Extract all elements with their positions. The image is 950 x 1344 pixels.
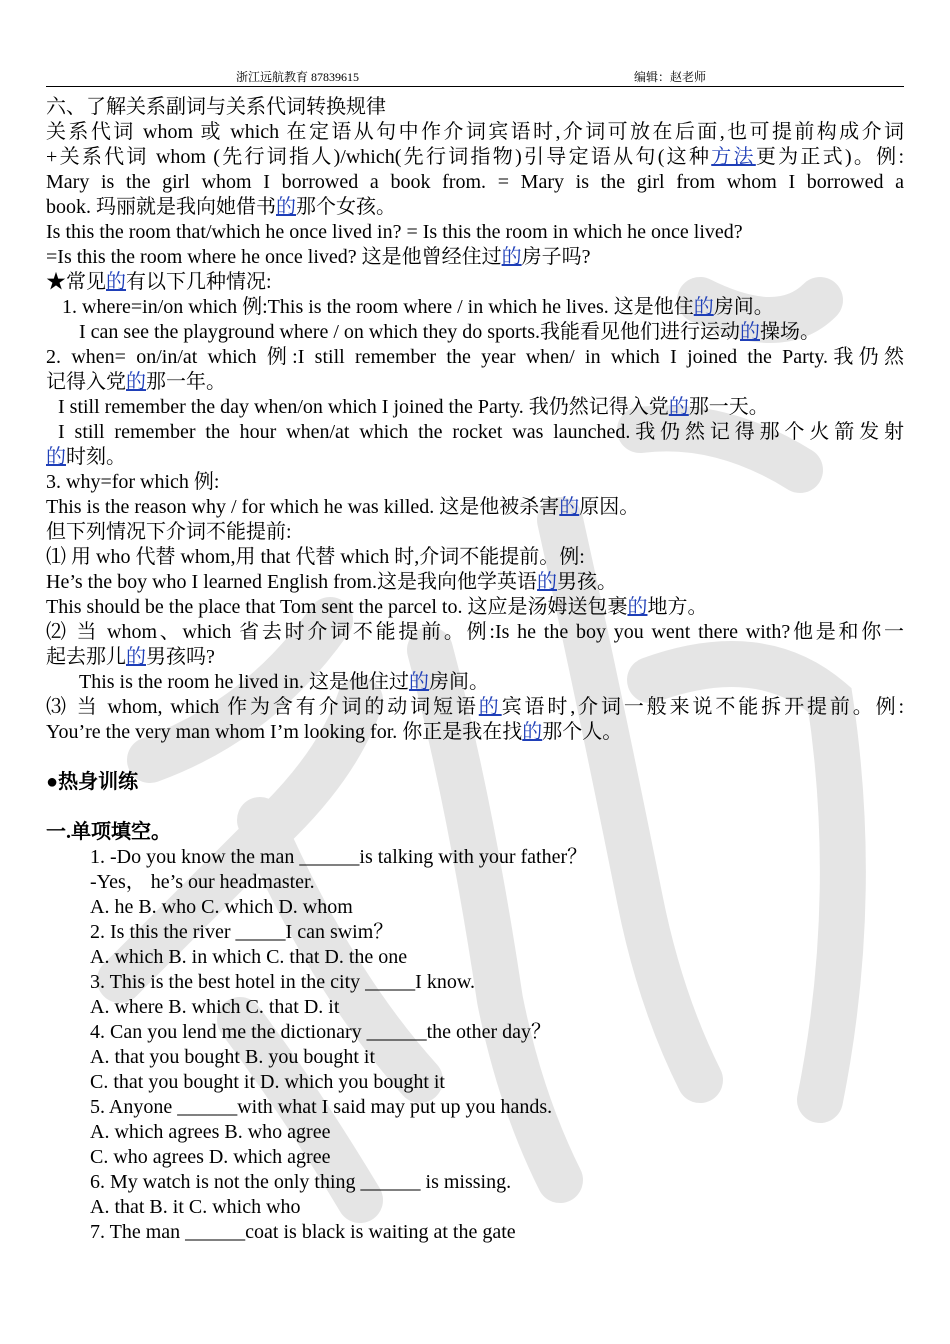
text-line	[46, 845, 904, 870]
text-line	[46, 920, 904, 945]
text-line	[46, 970, 904, 995]
text-run: book. 玛丽就是我向她借书	[46, 196, 276, 218]
hyperlink[interactable]: 方法	[711, 146, 756, 168]
text-line	[46, 645, 904, 670]
text-run: 1. where=in/on which 例:This is the room where / in which he lives. 这是他住	[62, 296, 694, 318]
text-line	[46, 1070, 904, 1095]
text-run: Mary is the girl whom I borrowed a book from. = Mary is the girl from whom I borrowed a	[46, 171, 904, 193]
text-run: This should be the place that Tom sent the parcel to. 这应是汤姆送包裹	[46, 596, 628, 618]
hyperlink[interactable]: 的	[276, 196, 296, 218]
text-run: 时刻。	[66, 446, 126, 468]
text-run: 男孩吗?	[146, 646, 215, 668]
text-line	[46, 445, 904, 470]
text-run: 那一天。	[688, 396, 769, 418]
text-run: 关系代词 whom 或 which 在定语从句中作介词宾语时,介词可放在后面,也可提前构成介词	[46, 121, 904, 143]
hyperlink[interactable]: 的	[522, 721, 543, 743]
text-line	[46, 470, 904, 495]
text-run: You’re the very man whom I’m looking for. 你正是我在找	[46, 721, 523, 743]
text-line	[46, 195, 904, 220]
text-line	[46, 370, 904, 395]
text-line	[46, 820, 904, 845]
text-run: A. he B. who C. which D. whom	[90, 896, 353, 918]
hyperlink[interactable]: 的	[740, 321, 760, 343]
text-line	[46, 1170, 904, 1195]
text-line	[46, 995, 904, 1020]
text-line	[46, 1120, 904, 1145]
hyperlink[interactable]: 的	[559, 496, 580, 518]
text-run: 但下列情况下介词不能提前:	[46, 521, 292, 543]
text-run: 房子吗?	[521, 246, 591, 268]
text-run: 男孩。	[557, 571, 618, 593]
document-body	[46, 95, 904, 1245]
text-run: 3. This is the best hotel in the city _____I know.	[90, 971, 475, 993]
text-line	[46, 520, 904, 545]
text-run: 起去那儿	[46, 646, 126, 668]
hyperlink[interactable]: 的	[46, 446, 66, 468]
text-run: I still remember the day when/on which I joined the Party. 我仍然记得入党	[58, 396, 669, 418]
hyperlink[interactable]: 的	[106, 271, 126, 293]
blank-line	[46, 745, 904, 770]
header-editor: 编辑：赵老师	[634, 70, 707, 84]
text-line	[46, 895, 904, 920]
text-line	[46, 620, 904, 645]
text-line	[46, 570, 904, 595]
hyperlink[interactable]: 的	[126, 646, 146, 668]
text-line	[46, 1095, 904, 1120]
text-line	[46, 95, 904, 120]
text-run: ⑵ 当 whom、which 省去时介词不能提前。例:Is he the boy you went there with?他是和你一	[46, 621, 904, 643]
text-run: 房间。	[713, 296, 774, 318]
hyperlink[interactable]: 的	[693, 296, 714, 318]
text-line	[46, 1145, 904, 1170]
text-run: =Is this the room where he once lived? 这是他曾经住过	[46, 246, 502, 268]
text-run: I can see the playground where / on which they do sports.我能看见他们进行运动	[79, 321, 740, 343]
text-run: ⑴ 用 who 代替 whom,用 that 代替 which 时,介词不能提前。例:	[46, 546, 585, 568]
text-run: 那个女孩。	[296, 196, 396, 218]
text-line	[46, 720, 904, 745]
text-line	[46, 670, 904, 695]
text-run: This is the room he lived in. 这是他住过	[79, 671, 409, 693]
text-run: 那一年。	[146, 371, 226, 393]
text-run: -Yes， he’s our headmaster.	[90, 871, 315, 893]
text-run: 1. -Do you know the man ______is talking with your father？	[90, 846, 588, 868]
text-run: 更为正式)。例:	[755, 146, 904, 168]
text-run: 7. The man ______coat is black is waiting at the gate	[90, 1221, 516, 1243]
text-run: I still remember the hour when/at which the rocket was launched.我仍然记得那个火箭发射	[58, 421, 904, 443]
text-run: +关系代词 whom (先行词指人)/which(先行词指物)引导定语从句(这种	[46, 146, 712, 168]
text-run: 房间。	[428, 671, 489, 693]
hyperlink[interactable]: 的	[501, 246, 522, 268]
text-line	[46, 170, 904, 195]
text-run: 宾语时,介词一般来说不能拆开提前。例:	[501, 696, 904, 718]
hyperlink[interactable]: 的	[668, 396, 689, 418]
text-run: A. where B. which C. that D. it	[90, 996, 340, 1018]
text-line	[46, 320, 904, 345]
text-run: 5. Anyone ______with what I said may put up you hands.	[90, 1096, 553, 1118]
text-line	[46, 1045, 904, 1070]
text-line	[46, 1195, 904, 1220]
text-line	[46, 595, 904, 620]
text-run: ⑶ 当 whom, which 作为含有介词的动词短语	[46, 696, 479, 718]
text-run: 2. when= on/in/at which 例:I still remember the year when/ in which I joined the Party.我仍然	[46, 346, 904, 368]
text-line	[46, 545, 904, 570]
hyperlink[interactable]: 的	[627, 596, 648, 618]
text-line	[46, 495, 904, 520]
text-line	[46, 345, 904, 370]
text-line	[46, 870, 904, 895]
text-run: He’s the boy who I learned English from.这是我向他学英语	[46, 571, 538, 593]
text-line	[46, 120, 904, 145]
text-line	[46, 245, 904, 270]
text-run: ●热身训练	[46, 771, 139, 793]
text-line	[46, 945, 904, 970]
hyperlink[interactable]: 的	[478, 696, 502, 718]
hyperlink[interactable]: 的	[126, 371, 146, 393]
text-line	[46, 420, 904, 445]
text-line	[46, 695, 904, 720]
page-header	[46, 66, 904, 87]
text-run: 3. why=for which 例:	[46, 471, 220, 493]
text-run: A. that you bought B. you bought it	[90, 1046, 375, 1068]
text-run: 一.单项填空。	[46, 821, 171, 843]
text-run: 操场。	[760, 321, 820, 343]
text-run: ★常见	[46, 271, 106, 293]
text-run: C. that you bought it D. which you bought it	[90, 1071, 445, 1093]
text-run: A. which B. in which C. that D. the one	[90, 946, 408, 968]
text-run: A. which agrees B. who agree	[90, 1121, 331, 1143]
text-run: 地方。	[647, 596, 708, 618]
text-run: 原因。	[579, 496, 640, 518]
text-run: This is the reason why / for which he was killed. 这是他被杀害	[46, 496, 560, 518]
text-line	[46, 220, 904, 245]
text-line	[46, 395, 904, 420]
text-run: 那个人。	[542, 721, 623, 743]
text-run: 记得入党	[46, 371, 126, 393]
hyperlink[interactable]: 的	[537, 571, 558, 593]
text-line	[46, 1020, 904, 1045]
text-run: 六、了解关系副词与关系代词转换规律	[46, 96, 386, 118]
text-run: 2. Is this the river _____I can swim？	[90, 921, 394, 943]
text-run: Is this the room that/which he once lived in? = Is this the room in which he once lived?	[46, 221, 743, 243]
text-line	[46, 1220, 904, 1245]
text-line	[46, 770, 904, 795]
text-run: 有以下几种情况:	[126, 271, 272, 293]
blank-line	[46, 795, 904, 820]
text-run: A. that B. it C. which who	[90, 1196, 301, 1218]
text-line	[46, 295, 904, 320]
text-line	[46, 270, 904, 295]
text-run: 4. Can you lend me the dictionary ______the other day？	[90, 1021, 552, 1043]
header-organization: 浙江远航教育 87839615	[236, 70, 360, 84]
text-run: 6. My watch is not the only thing ______ is missing.	[90, 1171, 512, 1193]
hyperlink[interactable]: 的	[408, 671, 429, 693]
text-run: C. who agrees D. which agree	[90, 1146, 331, 1168]
text-line	[46, 145, 904, 170]
